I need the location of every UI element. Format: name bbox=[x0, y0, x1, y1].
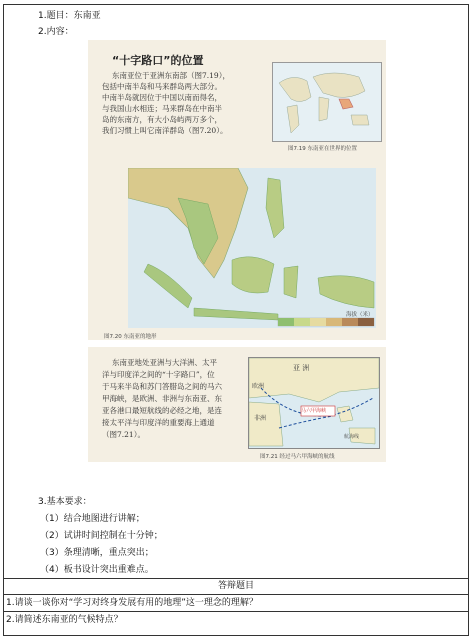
book2-line-1: 东南亚地处亚洲与大洋洲、太平 bbox=[112, 358, 217, 367]
divider-top bbox=[3, 578, 469, 579]
content-label: 2.内容： bbox=[38, 27, 74, 37]
section-title: “十字路口”的位置 bbox=[112, 54, 204, 67]
malacca-route-map bbox=[248, 357, 380, 449]
fig-7-19-caption: 图7.19 东南亚在世界的位置 bbox=[288, 146, 357, 152]
divider-bottom bbox=[3, 611, 469, 612]
fig-7-21-caption: 图7.21 经过马六甲海峡的航线 bbox=[260, 454, 335, 460]
terrain-map-svg bbox=[128, 168, 376, 328]
map-label-africa: 非洲 bbox=[254, 415, 267, 422]
book1-line-4: 与我国山水相连；马来群岛在中南半 bbox=[102, 104, 222, 113]
book1-line-1: 东南亚位于亚洲东南部（图7.19）， bbox=[112, 71, 230, 80]
world-location-map bbox=[272, 62, 382, 142]
requirements-title: 3.基本要求： bbox=[38, 497, 92, 507]
world-map-svg bbox=[273, 63, 381, 141]
requirement-item-3: （3）条理清晰，重点突出； bbox=[40, 548, 154, 558]
book1-line-2: 包括中南半岛和马来群岛两大部分。 bbox=[102, 82, 222, 91]
book1-line-6: 我们习惯上叫它南洋群岛（图7.20）。 bbox=[102, 126, 228, 135]
book1-line-3: 中南半岛就因位于中国以南而得名， bbox=[102, 93, 222, 102]
book1-line-5: 岛的东南方，有大小岛屿两万多个， bbox=[102, 115, 222, 124]
book2-line-7: （图7.21）。 bbox=[102, 430, 145, 439]
route-map-svg bbox=[249, 358, 379, 448]
requirement-item-1: （1）结合地图进行讲解； bbox=[40, 514, 145, 524]
divider-mid bbox=[3, 594, 469, 595]
southeast-asia-terrain-map bbox=[128, 168, 376, 328]
book2-line-6: 接太平洋与印度洋的重要海上通道 bbox=[102, 418, 215, 427]
book2-line-4: 甲海峡，是欧洲、非洲与东南亚、东 bbox=[102, 394, 222, 403]
book2-line-5: 亚各港口最短航线的必经之地，是连 bbox=[102, 406, 222, 415]
fig-7-20-caption: 图7.20 东南亚的地形 bbox=[104, 334, 157, 340]
textbook-page-image-1 bbox=[88, 40, 386, 340]
map-label-strait: 马六甲海峡 bbox=[301, 408, 327, 414]
textbook-page-image-2 bbox=[88, 347, 386, 462]
topic-line: 1.题目：东南亚 bbox=[38, 11, 101, 21]
map-label-route: 航海线 bbox=[344, 434, 360, 440]
requirement-item-4: （4）板书设计突出重难点。 bbox=[40, 565, 154, 575]
book2-line-3: 于马来半岛和苏门答腊岛之间的马六 bbox=[102, 382, 222, 391]
requirement-item-2: （2）试讲时间控制在十分钟； bbox=[40, 531, 163, 541]
defense-question-1: 1.请谈一谈你对“学习对终身发展有用的地理”这一理念的理解？ bbox=[6, 598, 258, 608]
map-label-asia: 亚 洲 bbox=[293, 364, 310, 372]
defense-question-2: 2.请简述东南亚的气候特点？ bbox=[6, 615, 123, 625]
map-label-europe: 欧洲 bbox=[252, 383, 265, 390]
elevation-scale-label: 海拔（米） bbox=[346, 312, 374, 318]
book2-line-2: 洋与印度洋之间的“十字路口”，位 bbox=[102, 370, 215, 379]
defense-heading: 答辩题目 bbox=[217, 581, 254, 591]
